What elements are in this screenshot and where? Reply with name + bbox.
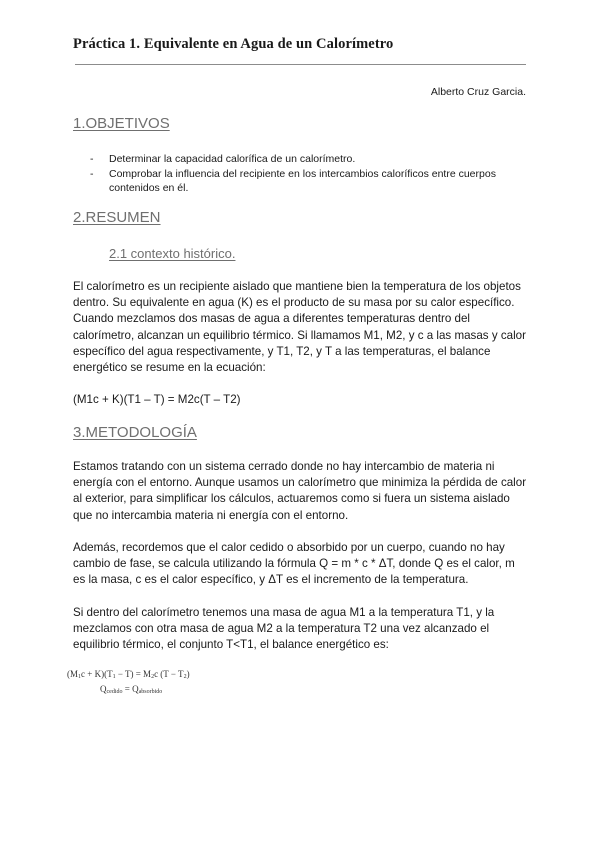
formula-line-1: $(M_1c + K)(T_1 - T) = M_2c$ $(T - T_2)$: [67, 669, 190, 680]
energy-balance-formula: [67, 668, 190, 698]
objectives-list: [90, 152, 530, 196]
author-name: Alberto Cruz Garcia.: [430, 86, 526, 98]
bullet-dash: -: [90, 167, 94, 180]
title-divider: [75, 64, 526, 65]
subheading-contexto: 2.1 contexto histórico.: [109, 246, 236, 261]
formula-line-2: $Q_{cedido} = Q_{absorbido}$: [100, 684, 163, 695]
metodologia-paragraph-1: Estamos tratando con un sistema cerrado donde no hay intercambio de materia ni energía con el entorno. Aunque usamos un calorímetro que minimiza la pérdida de calor al exterior, para simplificar los cálculos, actuaremos como si fuera un sistema aislado que no intercambia materia ni energía con el entorno.: [73, 460, 527, 522]
bullet-dash: -: [90, 153, 94, 165]
list-item: [90, 167, 530, 196]
balance-equation: (M1c + K)(T1 – T) = M2c(T – T2): [73, 393, 241, 406]
metodologia-paragraph-2: Además, recordemos que el calor cedido o absorbido por un cuerpo, cuando no hay cambio de fase, se calcula utilizando la fórmula Q = m * c * ΔT, donde Q es el calor, m es la masa, c es el calor específico, y ΔT es el incremento de la temperatura.: [73, 541, 515, 587]
list-item: [90, 152, 530, 167]
objective-text: Determinar la capacidad calorífica de un calorímetro.: [109, 153, 356, 165]
heading-resumen: 2.RESUMEN: [73, 209, 161, 226]
document-title: Práctica 1. Equivalente en Agua de un Calorímetro: [73, 36, 394, 52]
heading-objetivos: 1.OBJETIVOS: [73, 115, 170, 132]
metodologia-paragraph-3: Si dentro del calorímetro tenemos una masa de agua M1 a la temperatura T1, y la mezclamos con otra masa de agua M2 a la temperatura T2 una vez alcanzado el equilibrio térmico, el conjunto T<T1, el balance energético es:: [73, 606, 495, 652]
objective-text: Comprobar la influencia del recipiente en los intercambios caloríficos entre cuerpos contenidos en él.: [109, 167, 496, 194]
resumen-paragraph: El calorímetro es un recipiente aislado que mantiene bien la temperatura de los objetos dentro. Su equivalente en agua (K) es el producto de su masa por su calor específico. Cuando mezclamos dos masas de agua a diferentes temperaturas dentro del calorímetro, alcanzan un equilibrio térmico. Si llamamos M1, M2, y c a las masas y calor específico del agua respectivamente, y T1, T2, y T a las temperaturas, el balance energético se resume en la ecuación:: [73, 280, 526, 375]
heading-metodologia: 3.METODOLOGÍA: [73, 424, 197, 441]
